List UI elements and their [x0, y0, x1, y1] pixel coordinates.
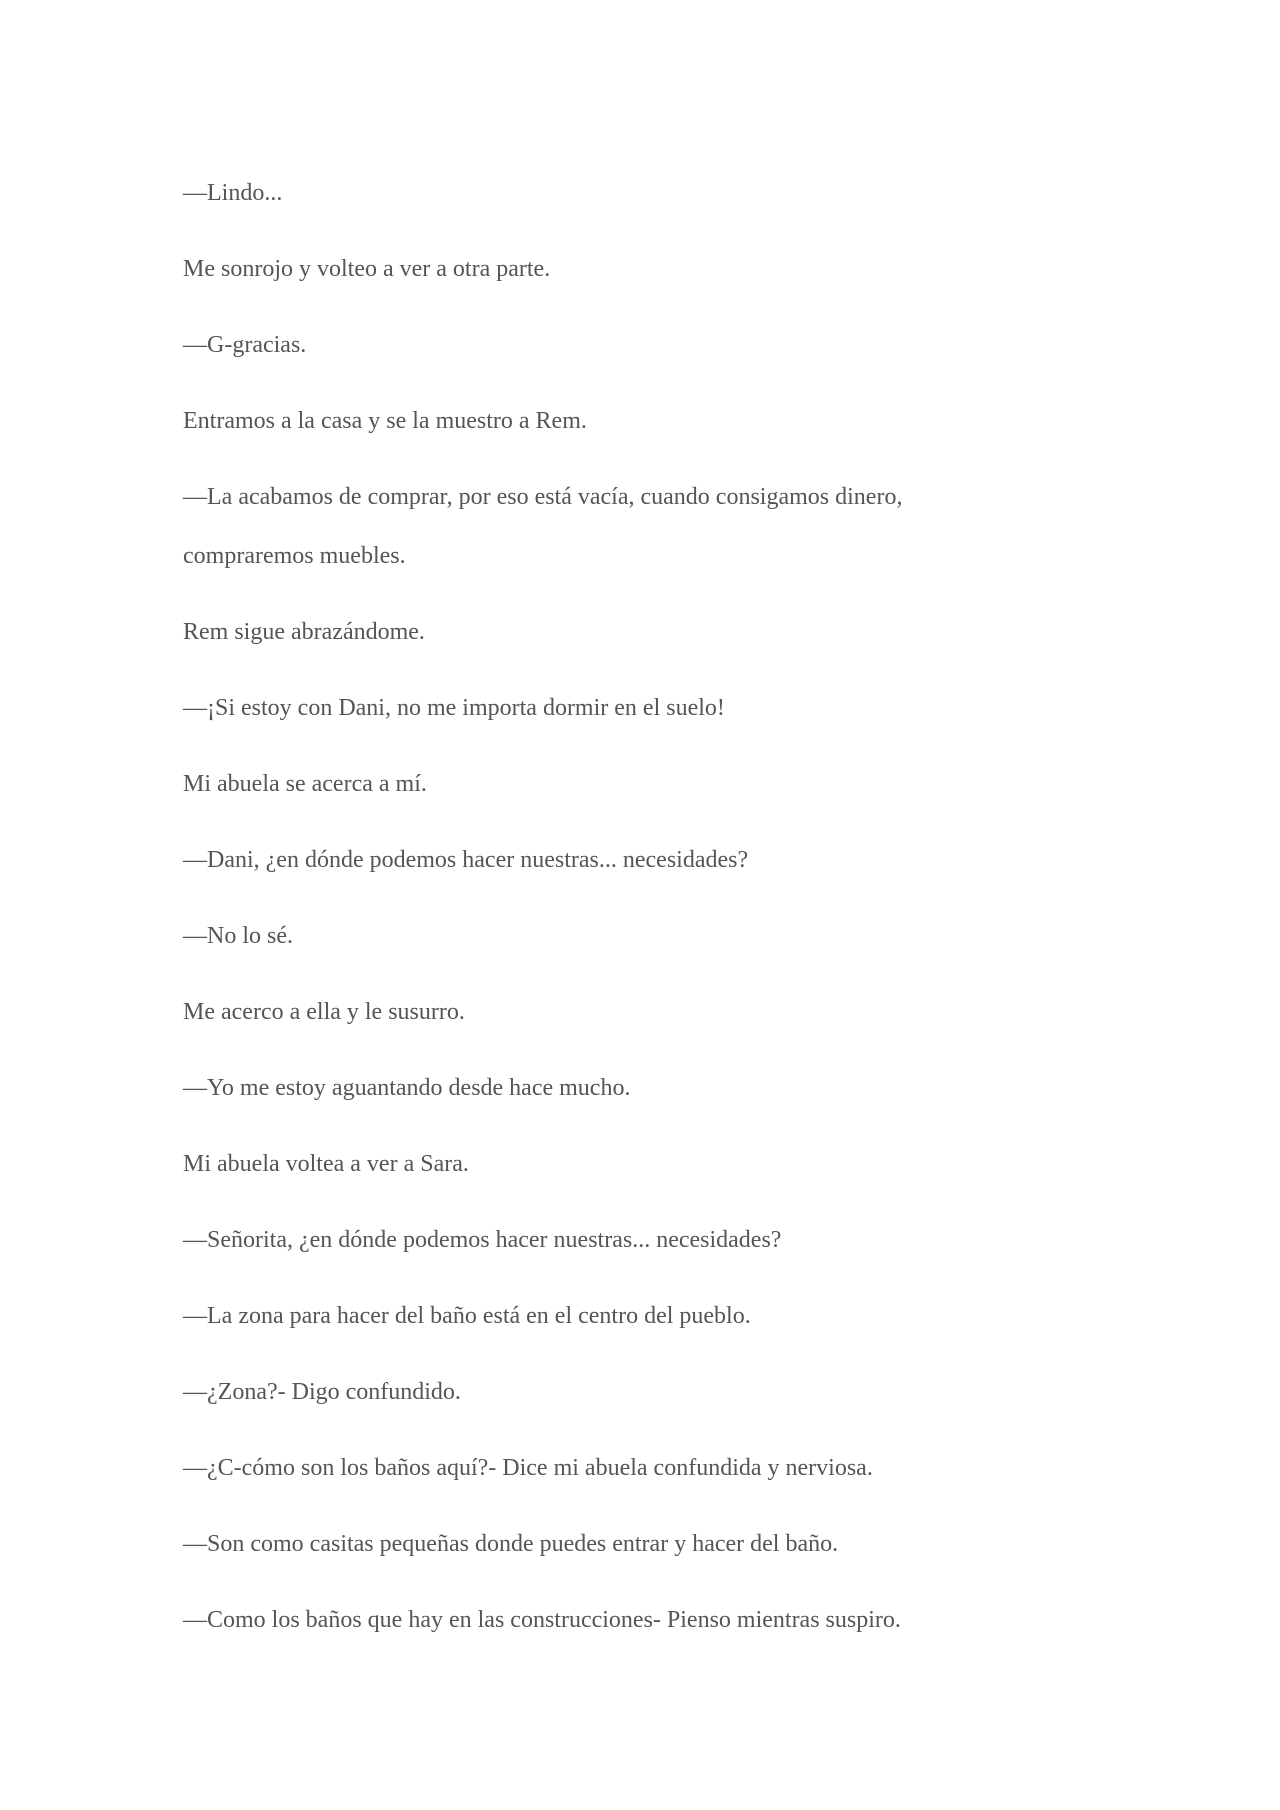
text-line: —¿C-cómo son los baños aquí?- Dice mi abuela confundida y nerviosa. [183, 1455, 873, 1481]
text-line: —¿Zona?- Digo confundido. [183, 1379, 461, 1405]
text-line: —Yo me estoy aguantando desde hace mucho. [183, 1075, 631, 1101]
text-line: —Dani, ¿en dónde podemos hacer nuestras... necesidades? [183, 847, 749, 873]
text-line: —Lindo... [183, 180, 283, 206]
text-line: compraremos muebles. [183, 543, 406, 569]
text-line: —La zona para hacer del baño está en el centro del pueblo. [183, 1303, 751, 1329]
text-line: Me acerco a ella y le susurro. [183, 999, 465, 1025]
text-line: —G-gracias. [183, 332, 307, 358]
text-line: —¡Si estoy con Dani, no me importa dormir en el suelo! [183, 695, 725, 721]
text-line: —No lo sé. [183, 923, 293, 949]
text-line: —Son como casitas pequeñas donde puedes entrar y hacer del baño. [183, 1531, 839, 1557]
text-line: Mi abuela voltea a ver a Sara. [183, 1151, 469, 1177]
text-line: —Señorita, ¿en dónde podemos hacer nuestras... necesidades? [183, 1227, 782, 1253]
text-line: —La acabamos de comprar, por eso está vacía, cuando consigamos dinero, [183, 484, 903, 510]
text-line: Me sonrojo y volteo a ver a otra parte. [183, 256, 551, 282]
text-line: —Como los baños que hay en las construcciones- Pienso mientras suspiro. [183, 1607, 901, 1633]
text-line: Entramos a la casa y se la muestro a Rem. [183, 408, 587, 434]
text-line: Mi abuela se acerca a mí. [183, 771, 427, 797]
text-line: Rem sigue abrazándome. [183, 619, 425, 645]
